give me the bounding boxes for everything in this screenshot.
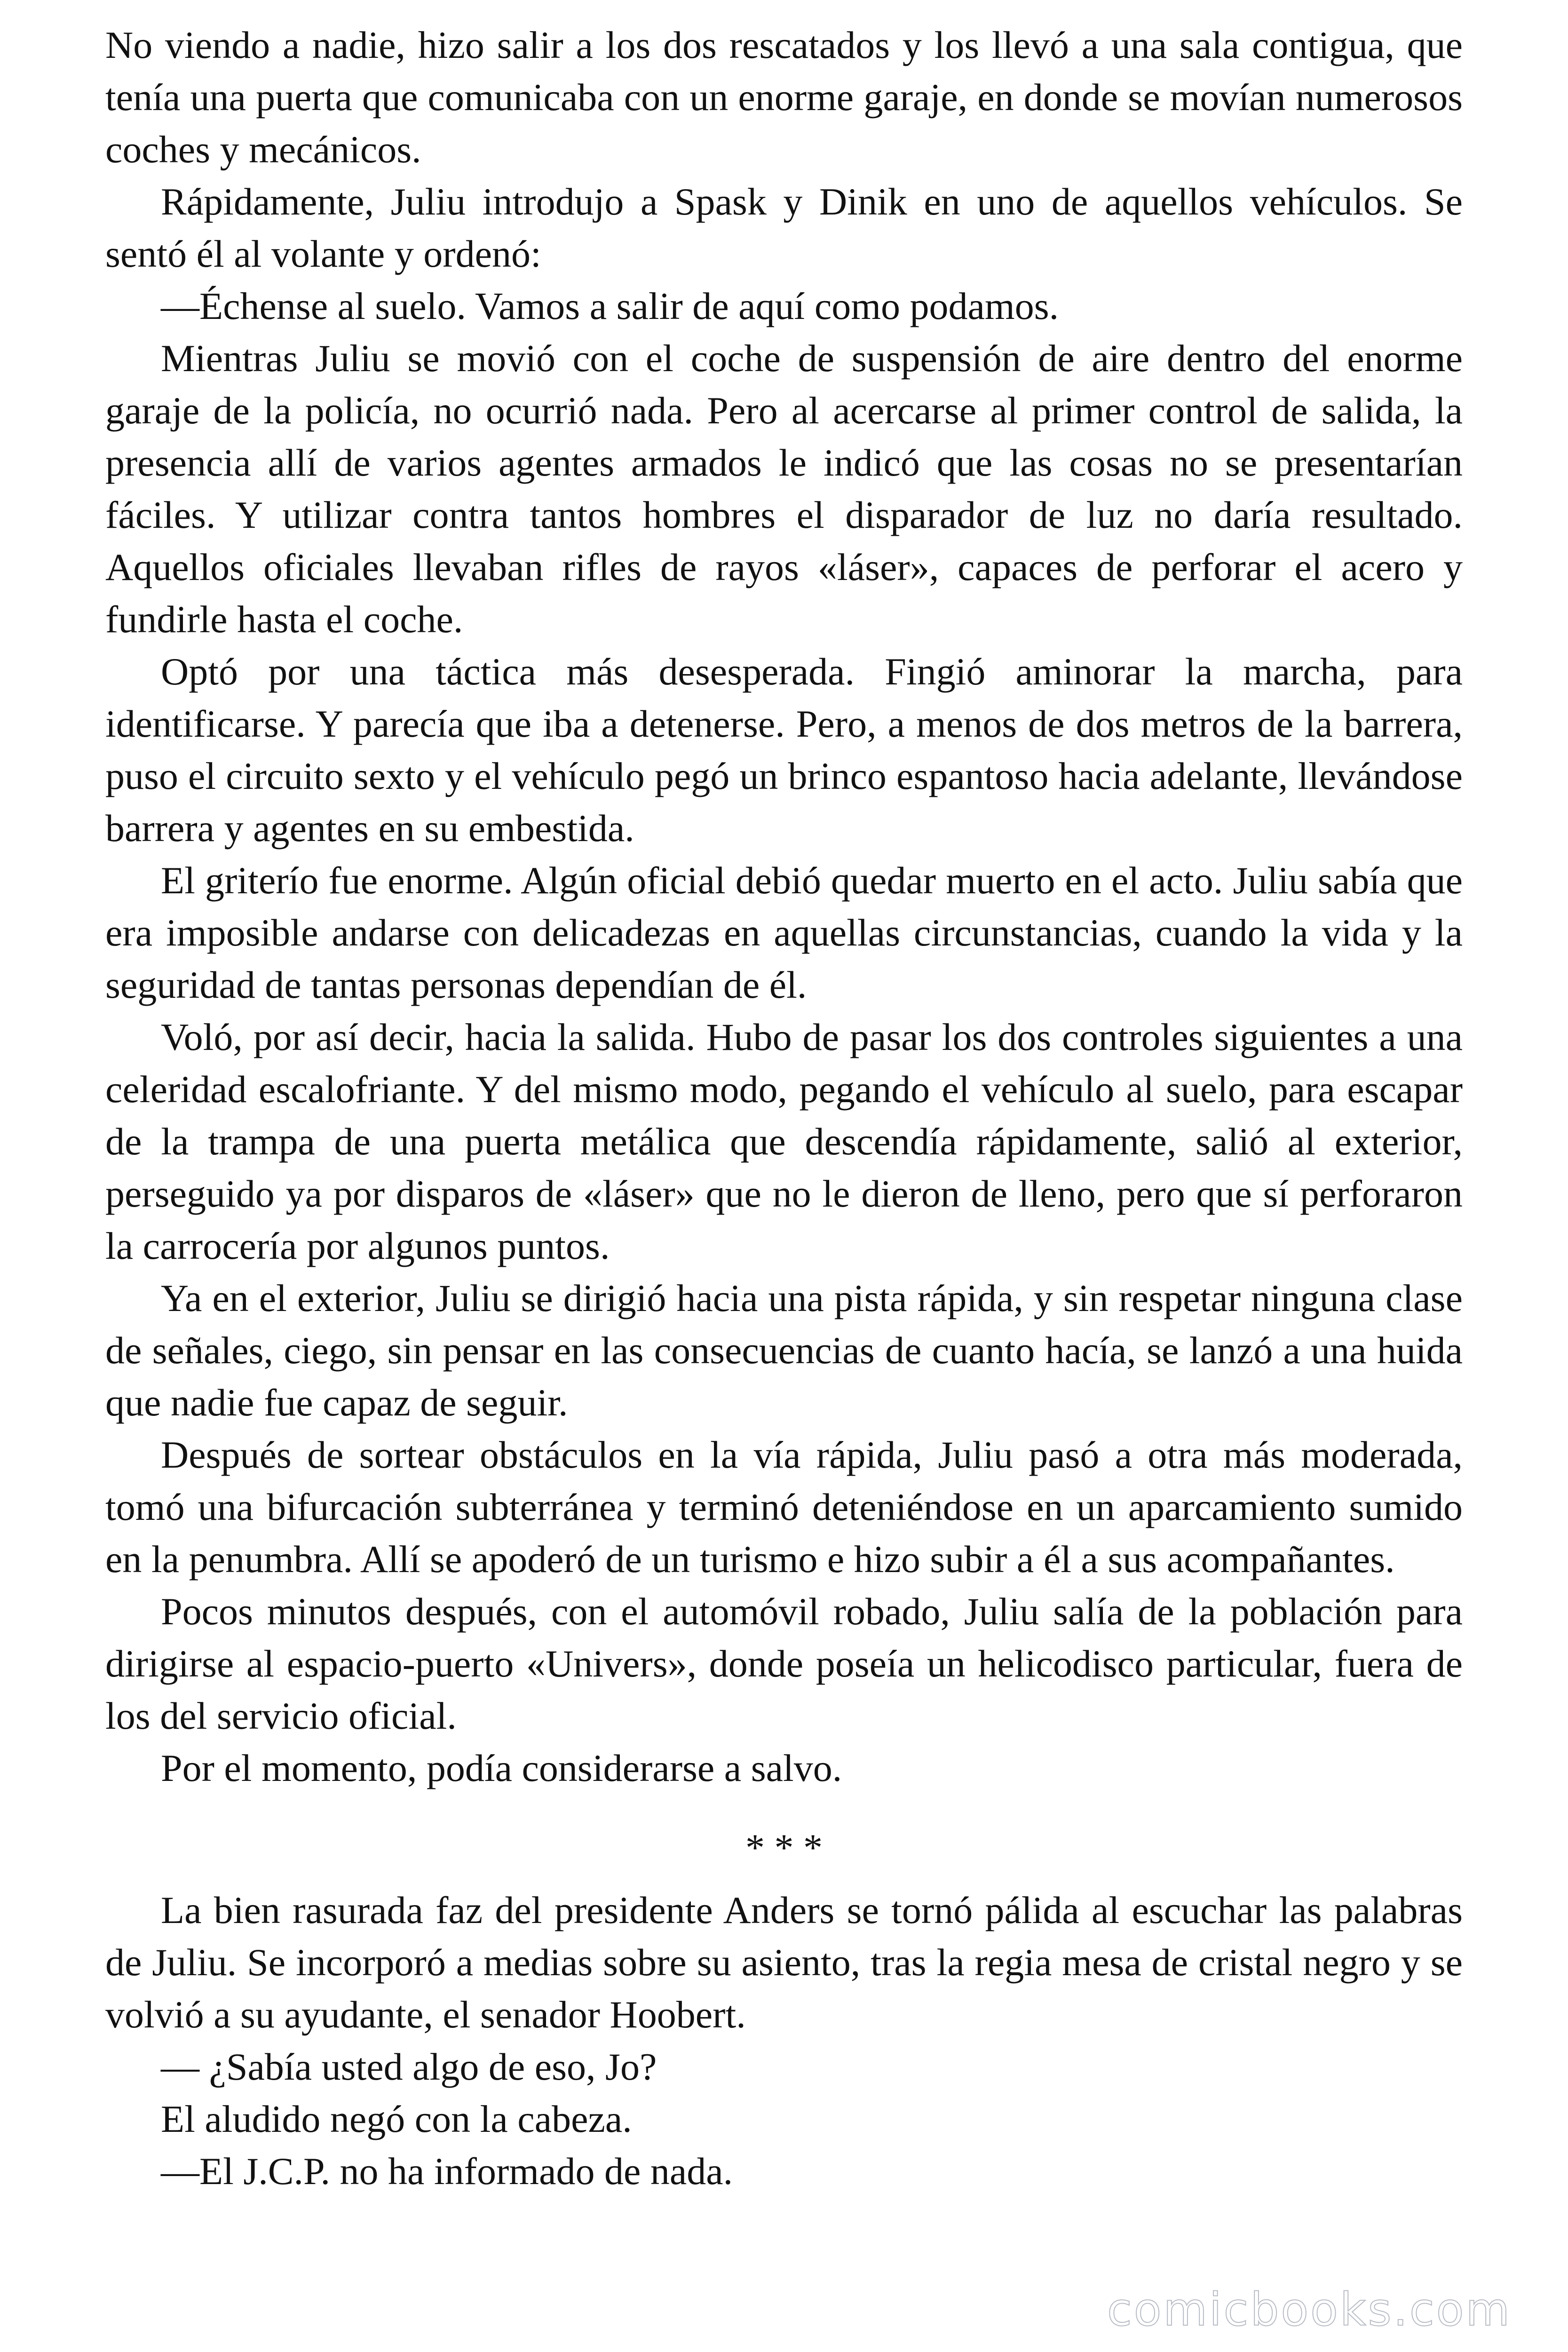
paragraph: Rápidamente, Juliu introdujo a Spask y Dinik en uno de aquellos vehículos. Se sentó él al volante y ordenó:: [105, 180, 1463, 275]
paragraph: La bien rasurada faz del presidente Anders se tornó pálida al escuchar las palabras de Juliu. Se incorporó a medias sobre su asiento, tras la regia mesa de cristal negro y se volvió a su ayudante, el senador Hoobert.: [105, 1889, 1463, 2036]
paragraph: Ya en el exterior, Juliu se dirigió hacia una pista rápida, y sin respetar ninguna clase de señales, ciego, sin pensar en las consecuencias de cuanto hacía, se lanzó a una huida que nadie fue capaz de seguir.: [105, 1277, 1463, 1424]
section-separator: * * *: [745, 1826, 823, 1869]
paragraph: Optó por una táctica más desesperada. Fingió aminorar la marcha, para identificarse. Y parecía que iba a detenerse. Pero, a menos de dos metros de la barrera, puso el circuito sexto y el vehículo pegó un brinco espantoso hacia adelante, llevándose barrera y agentes en su embestida.: [105, 650, 1463, 850]
dialogue-line: —El J.C.P. no ha informado de nada.: [161, 2150, 733, 2193]
paragraph: Después de sortear obstáculos en la vía rápida, Juliu pasó a otra más moderada, tomó una bifurcación subterránea y terminó deteniéndose en un aparcamiento sumido en la penumbra. Allí se apoderó de un turismo e hizo subir a él a sus acompañantes.: [105, 1433, 1463, 1581]
paragraph: El griterío fue enorme. Algún oficial debió quedar muerto en el acto. Juliu sabía que era imposible andarse con delicadezas en aquellas circunstancias, cuando la vida y la seguridad de tantas personas dependían de él.: [105, 859, 1463, 1006]
book-page: [105, 19, 1463, 2197]
paragraph: No viendo a nadie, hizo salir a los dos rescatados y los llevó a una sala contigua, que tenía una puerta que comunicaba con un enorme garaje, en donde se movían numerosos coches y mecánicos.: [105, 24, 1463, 171]
paragraph: Pocos minutos después, con el automóvil robado, Juliu salía de la población para dirigirse al espacio-puerto «Univers», donde poseía un helicodisco particular, fuera de los del servicio oficial.: [105, 1590, 1463, 1737]
watermark: comicbooks.com: [1107, 2283, 1512, 2336]
paragraph: Voló, por así decir, hacia la salida. Hubo de pasar los dos controles siguientes a una celeridad escalofriante. Y del mismo modo, pegando el vehículo al suelo, para escapar de la trampa de una puerta metálica que descendía rápidamente, salió al exterior, perseguido ya por disparos de «láser» que no le dieron de lleno, pero que sí perforaron la carrocería por algunos puntos.: [105, 1016, 1463, 1267]
paragraph: El aludido negó con la cabeza.: [161, 2098, 632, 2140]
dialogue-line: —Échense al suelo. Vamos a salir de aquí como podamos.: [161, 285, 1059, 327]
paragraph: Mientras Juliu se movió con el coche de suspensión de aire dentro del enorme garaje de la policía, no ocurrió nada. Pero al acercarse al primer control de salida, la presencia allí de varios agentes armados le indicó que las cosas no se presentarían fáciles. Y utilizar contra tantos hombres el disparador de luz no daría resultado. Aquellos oficiales llevaban rifles de rayos «láser», capaces de perforar el acero y fundirle hasta el coche.: [105, 337, 1463, 641]
dialogue-line: — ¿Sabía usted algo de eso, Jo?: [161, 2045, 657, 2088]
paragraph: Por el momento, podía considerarse a salvo.: [161, 1747, 842, 1789]
